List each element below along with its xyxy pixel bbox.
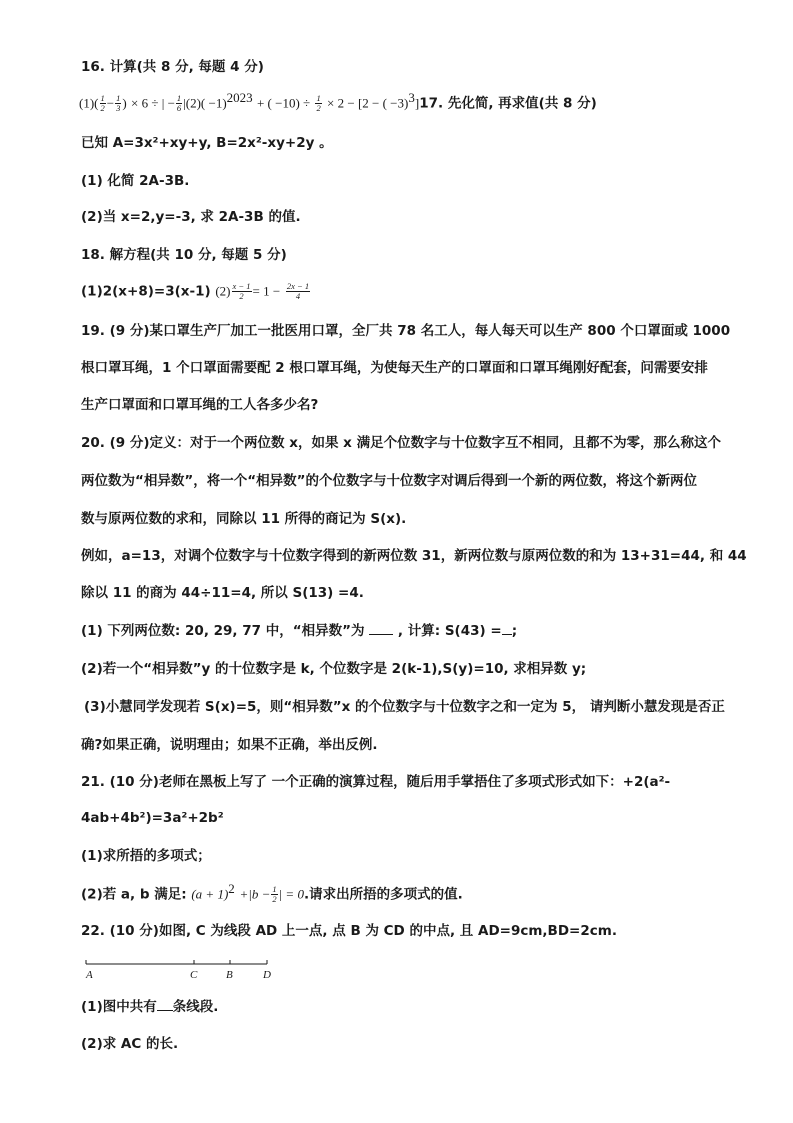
q20-line3: 数与原两位数的求和，同除以 11 所得的商记为 S(x). — [81, 511, 407, 527]
q21-line1: 21. (10 分)老师在黑板上写了 一个正确的演算过程，随后用手掌捂住了多项式形式如下：+2(a²- — [81, 774, 671, 790]
q16-expr-part: |(2)( −1) — [183, 95, 227, 111]
q21-math: | = 0 — [278, 886, 304, 902]
q17-heading: 17. 先化简, 再求值(共 8 分) — [419, 95, 597, 112]
q21-part2 — [81, 881, 463, 904]
q16-expr-part: + ( −10) ÷ — [256, 95, 311, 111]
exponent: 2023 — [226, 90, 253, 105]
q20-line4: 例如，a=13，对调个位数字与十位数字得到的新两位数 31，新两位数与原两位数的和为 13+31=44, 和 44 — [81, 548, 747, 564]
answer-blank[interactable] — [369, 622, 393, 635]
fraction: $\frac{1}{2}$ — [316, 93, 321, 113]
q19-line2: 根口罩耳绳，1 个口罩面需要配 2 根口罩耳绳，为使每天生产的口罩面和口罩耳绳刚好配套，问需要安排 — [81, 360, 708, 376]
exponent: 3 — [408, 90, 415, 105]
q18-eq1: (1)2(x+8)=3(x-1) — [81, 283, 211, 300]
q16-expr-part: × 2 − [2 − ( −3) — [327, 95, 409, 111]
q20-part1-text: ; — [511, 623, 518, 639]
q17-part1: (1) 化简 2A-3B. — [81, 173, 190, 189]
q22-part1-text: 条线段. — [172, 999, 219, 1015]
q16-expression: (1)( $\frac{1}{2}$ − $\frac{1}{3}$ ) × 6 ÷ | − $\frac{1}{6}$ $|(2)( -1)^{2023}$ + ( −10) ÷ $\frac{1}{2}$ × 2 − [2 − ( −3)$^3$]17. 先化简, 再求值(共 8 分) — [79, 90, 597, 113]
q20-line5: 除以 11 的商为 44÷11=4, 所以 S(13) =4. — [81, 585, 364, 601]
q22-part2: (2)求 AC 的长. — [81, 1036, 179, 1052]
fraction: $\frac{1}{2}$ — [272, 884, 277, 904]
q20-line2: 两位数为“相异数”，将一个“相异数”的个位数字与十位数字对调后得到一个新的两位数，将这个新两位 — [81, 473, 697, 489]
q21-math: +|b − — [239, 886, 271, 902]
q20-part1-text: , 计算: S(43) = — [397, 623, 502, 639]
q16-expr-part: ] — [414, 95, 420, 111]
q21-line2: 4ab+4b²)=3a²+2b² — [81, 810, 224, 826]
exponent: 2 — [228, 881, 235, 896]
q16-heading: 16. 计算(共 8 分, 每题 4 分) — [81, 59, 264, 75]
fraction: $\frac{2x - 1}{4}$ — [286, 281, 310, 301]
point-label-b: B — [226, 969, 233, 981]
fraction: $\frac{1}{2}$ — [100, 93, 105, 113]
q20-part3-line2: 确?如果正确，说明理由；如果不正确，举出反例. — [81, 737, 378, 753]
q20-part1 — [81, 622, 517, 640]
point-label-d: D — [263, 969, 271, 981]
q16-expr-part: × 6 ÷ | − — [131, 95, 175, 111]
fraction: $\frac{1}{3}$ — [116, 93, 121, 113]
q21-part1: (1)求所捂的多项式； — [81, 848, 211, 864]
q18-eq2-label: (2) — [215, 283, 231, 299]
q22-part1 — [81, 998, 218, 1016]
q18-heading: 18. 解方程(共 10 分, 每题 5 分) — [81, 247, 287, 263]
point-label-a: A — [86, 969, 93, 981]
answer-blank[interactable] — [157, 998, 173, 1011]
q18-equations — [81, 282, 311, 301]
q21-math: (a + 1) — [191, 886, 229, 902]
q20-part2: (2)若一个“相异数”y 的十位数字是 k, 个位数字是 2(k-1),S(y)=10, 求相异数 y; — [81, 661, 587, 677]
q18-eq2-mid: = 1 − — [252, 283, 281, 299]
fraction: $\frac{1}{6}$ — [176, 93, 182, 113]
q22-line1: 22. (10 分)如图, C 为线段 AD 上一点, 点 B 为 CD 的中点, 且 AD=9cm,BD=2cm. — [81, 923, 617, 939]
line-segment-diagram — [84, 956, 284, 986]
q21-part2-text: (2)若 a, b 满足: — [81, 886, 187, 903]
q20-line1: 20. (9 分)定义：对于一个两位数 x，如果 x 满足个位数字与十位数字互不相同，且都不为零，那么称这个 — [81, 435, 722, 451]
answer-blank[interactable] — [502, 622, 512, 635]
q21-part2-text: .请求出所捂的多项式的值. — [303, 886, 463, 903]
q20-part3-line1: (3)小慧同学发现若 S(x)=5，则“相异数”x 的个位数字与十位数字之和一定为 5， 请判断小慧发现是否正 — [84, 699, 725, 715]
q19-line1: 19. (9 分)某口罩生产厂加工一批医用口罩，全厂共 78 名工人，每人每天可以生产 800 个口罩面或 1000 — [81, 323, 731, 339]
q22-part1-text: (1)图中共有 — [81, 999, 157, 1015]
q16-expr-part: (1) — [79, 95, 95, 111]
q20-part1-text: (1) 下列两位数: 20, 29, 77 中，“相异数”为 — [81, 623, 365, 639]
q19-line3: 生产口罩面和口罩耳绳的工人各多少名? — [81, 397, 319, 413]
point-label-c: C — [190, 969, 198, 981]
fraction: $\frac{x - 1}{2}$ — [232, 281, 251, 301]
q17-part2: (2)当 x=2,y=-3, 求 2A-3B 的值. — [81, 209, 301, 225]
q17-given: 已知 A=3x²+xy+y, B=2x²-xy+2y 。 — [81, 135, 333, 151]
